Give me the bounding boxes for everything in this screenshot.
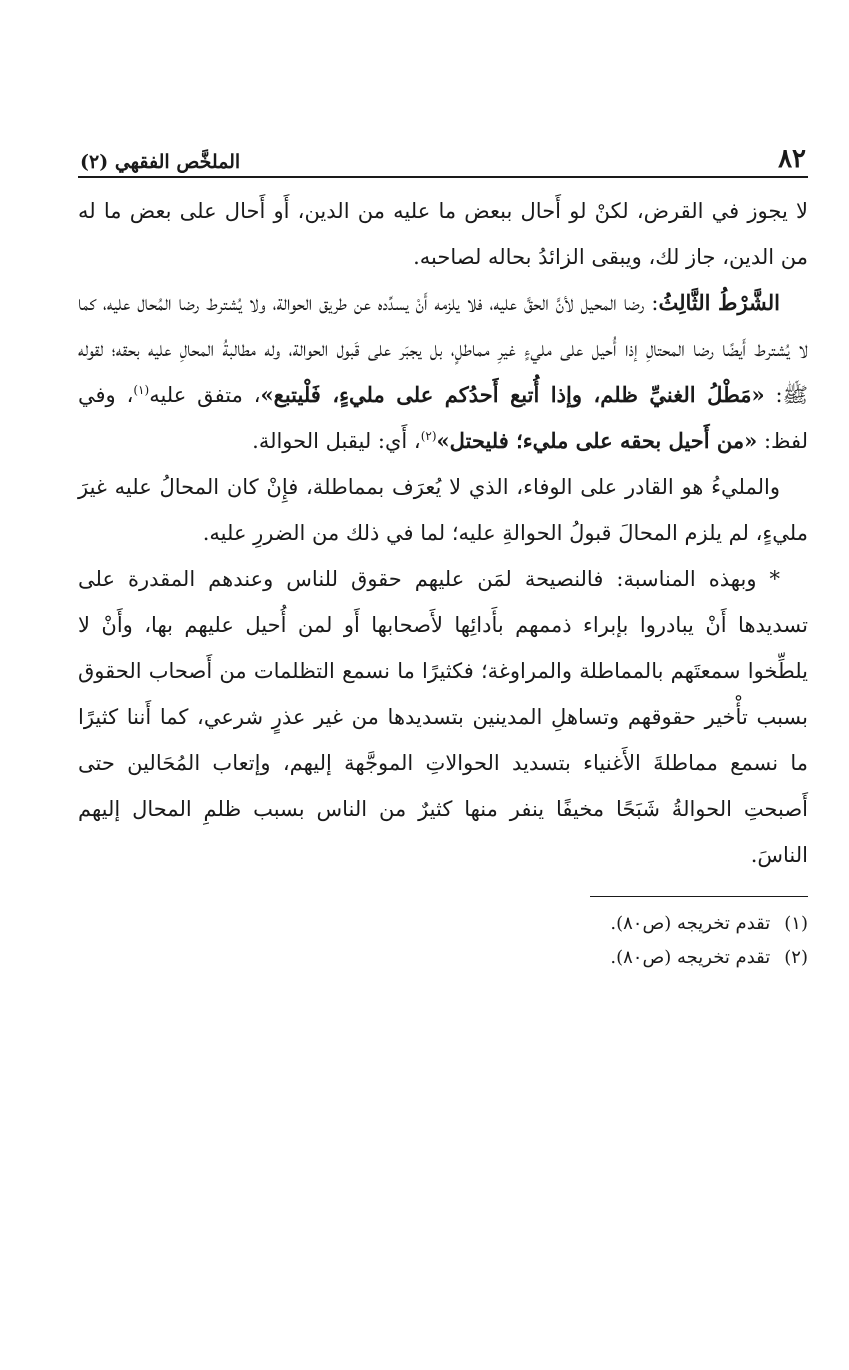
bold-text: «مَطْلُ الغنيِّ ظلم، وإذا أُتبع أَحدُكم على مليءٍ، فَلْيتبع» (260, 382, 765, 407)
footnote-ref: (٢) (420, 429, 437, 443)
paragraph-3 (78, 464, 808, 556)
footnote-text: تقدم تخريجه (ص٨٠). (610, 913, 771, 934)
bold-text: الشَّرْطُ الثَّالِثُ (658, 290, 780, 315)
page-header (78, 138, 808, 178)
footnote-number: (٢) (784, 947, 808, 968)
paragraph-4 (78, 556, 808, 878)
body-text (78, 188, 808, 878)
text-segment: ، وفي لفظ: (78, 383, 808, 453)
footnotes (78, 907, 808, 975)
footnote-text: تقدم تخريجه (ص٨٠). (610, 947, 771, 968)
text-segment: : رضا المحيل لأنَّ الحقَّ عليه، فلا يلزمه أَنْ يسدِّده عن طريق الحوالة، ولا يُشترط رضا المُحال عليه، كما لا يُشترط أَيضًا رضا المحتالِ إذا أُحيل على مليءٍ غيرِ مماطلٍ، بل يجبَر على قَبول الحوالة، وله مطالبةُ المحالِ عليه بحقه؛ لقوله ﷺ: (78, 291, 809, 407)
paragraph-1 (78, 188, 808, 280)
running-title: الملخَّص الفقهي (٢) (80, 151, 241, 173)
text-segment: ، أَي: ليقبل الحوالة. (252, 429, 421, 453)
page-number: ٨٢ (778, 144, 806, 174)
text-segment: * وبهذه المناسبة: فالنصيحة لمَن عليهم حقوق للناس وعندهم المقدرة على تسديدها أَنْ يبادروا بإبراء ذممهم بأَدائِها لأَصحابها أَو لمن أُحيل عليهم بها، وأَنْ لا يلطِّخوا سمعتَهم بالمماطلة والمراوغة؛ فكثيرًا ما نسمع التظلمات من أَصحاب الحقوق بسبب تأْخير حقوقهم وتساهلِ المدينين بتسديدها من غير عذرٍ شرعي، كما أَننا كثيرًا ما نسمع مماطلةَ الأَغنياء بتسديد الحوالاتِ الموجَّهة إليهم، وإتعاب المُحَالين حتى أَصبحتِ الحوالةُ شَبَحًا مخيفًا ينفر منها كثيرٌ من الناس بسبب ظلمِ المحال إليهم الناسَ. (78, 567, 808, 867)
footnote-divider (590, 896, 808, 897)
book-page (78, 138, 808, 975)
paragraph-2 (78, 280, 808, 464)
text-segment: والمليءُ هو القادر على الوفاء، الذي لا يُعرَف بمماطلة، فإِنْ كان المحالُ عليه غيرَ مليءٍ، لم يلزم المحالَ قبولُ الحوالةِ عليه؛ لما في ذلك من الضررِ عليه. (78, 475, 808, 545)
text-segment: لا يجوز في القرض، لكنْ لو أَحال ببعض ما عليه من الدين، أَو أَحال على بعض ما له من الدين، جاز لك، ويبقى الزائدُ بحاله لصاحبه. (78, 199, 808, 269)
footnote-ref: (١) (133, 383, 150, 397)
footnote-2 (78, 941, 808, 975)
footnote-1 (78, 907, 808, 941)
bold-text: «من أَحيل بحقه على مليء؛ فليحتل» (436, 428, 758, 453)
footnote-number: (١) (784, 913, 808, 934)
text-segment: ، متفق عليه (149, 383, 261, 407)
